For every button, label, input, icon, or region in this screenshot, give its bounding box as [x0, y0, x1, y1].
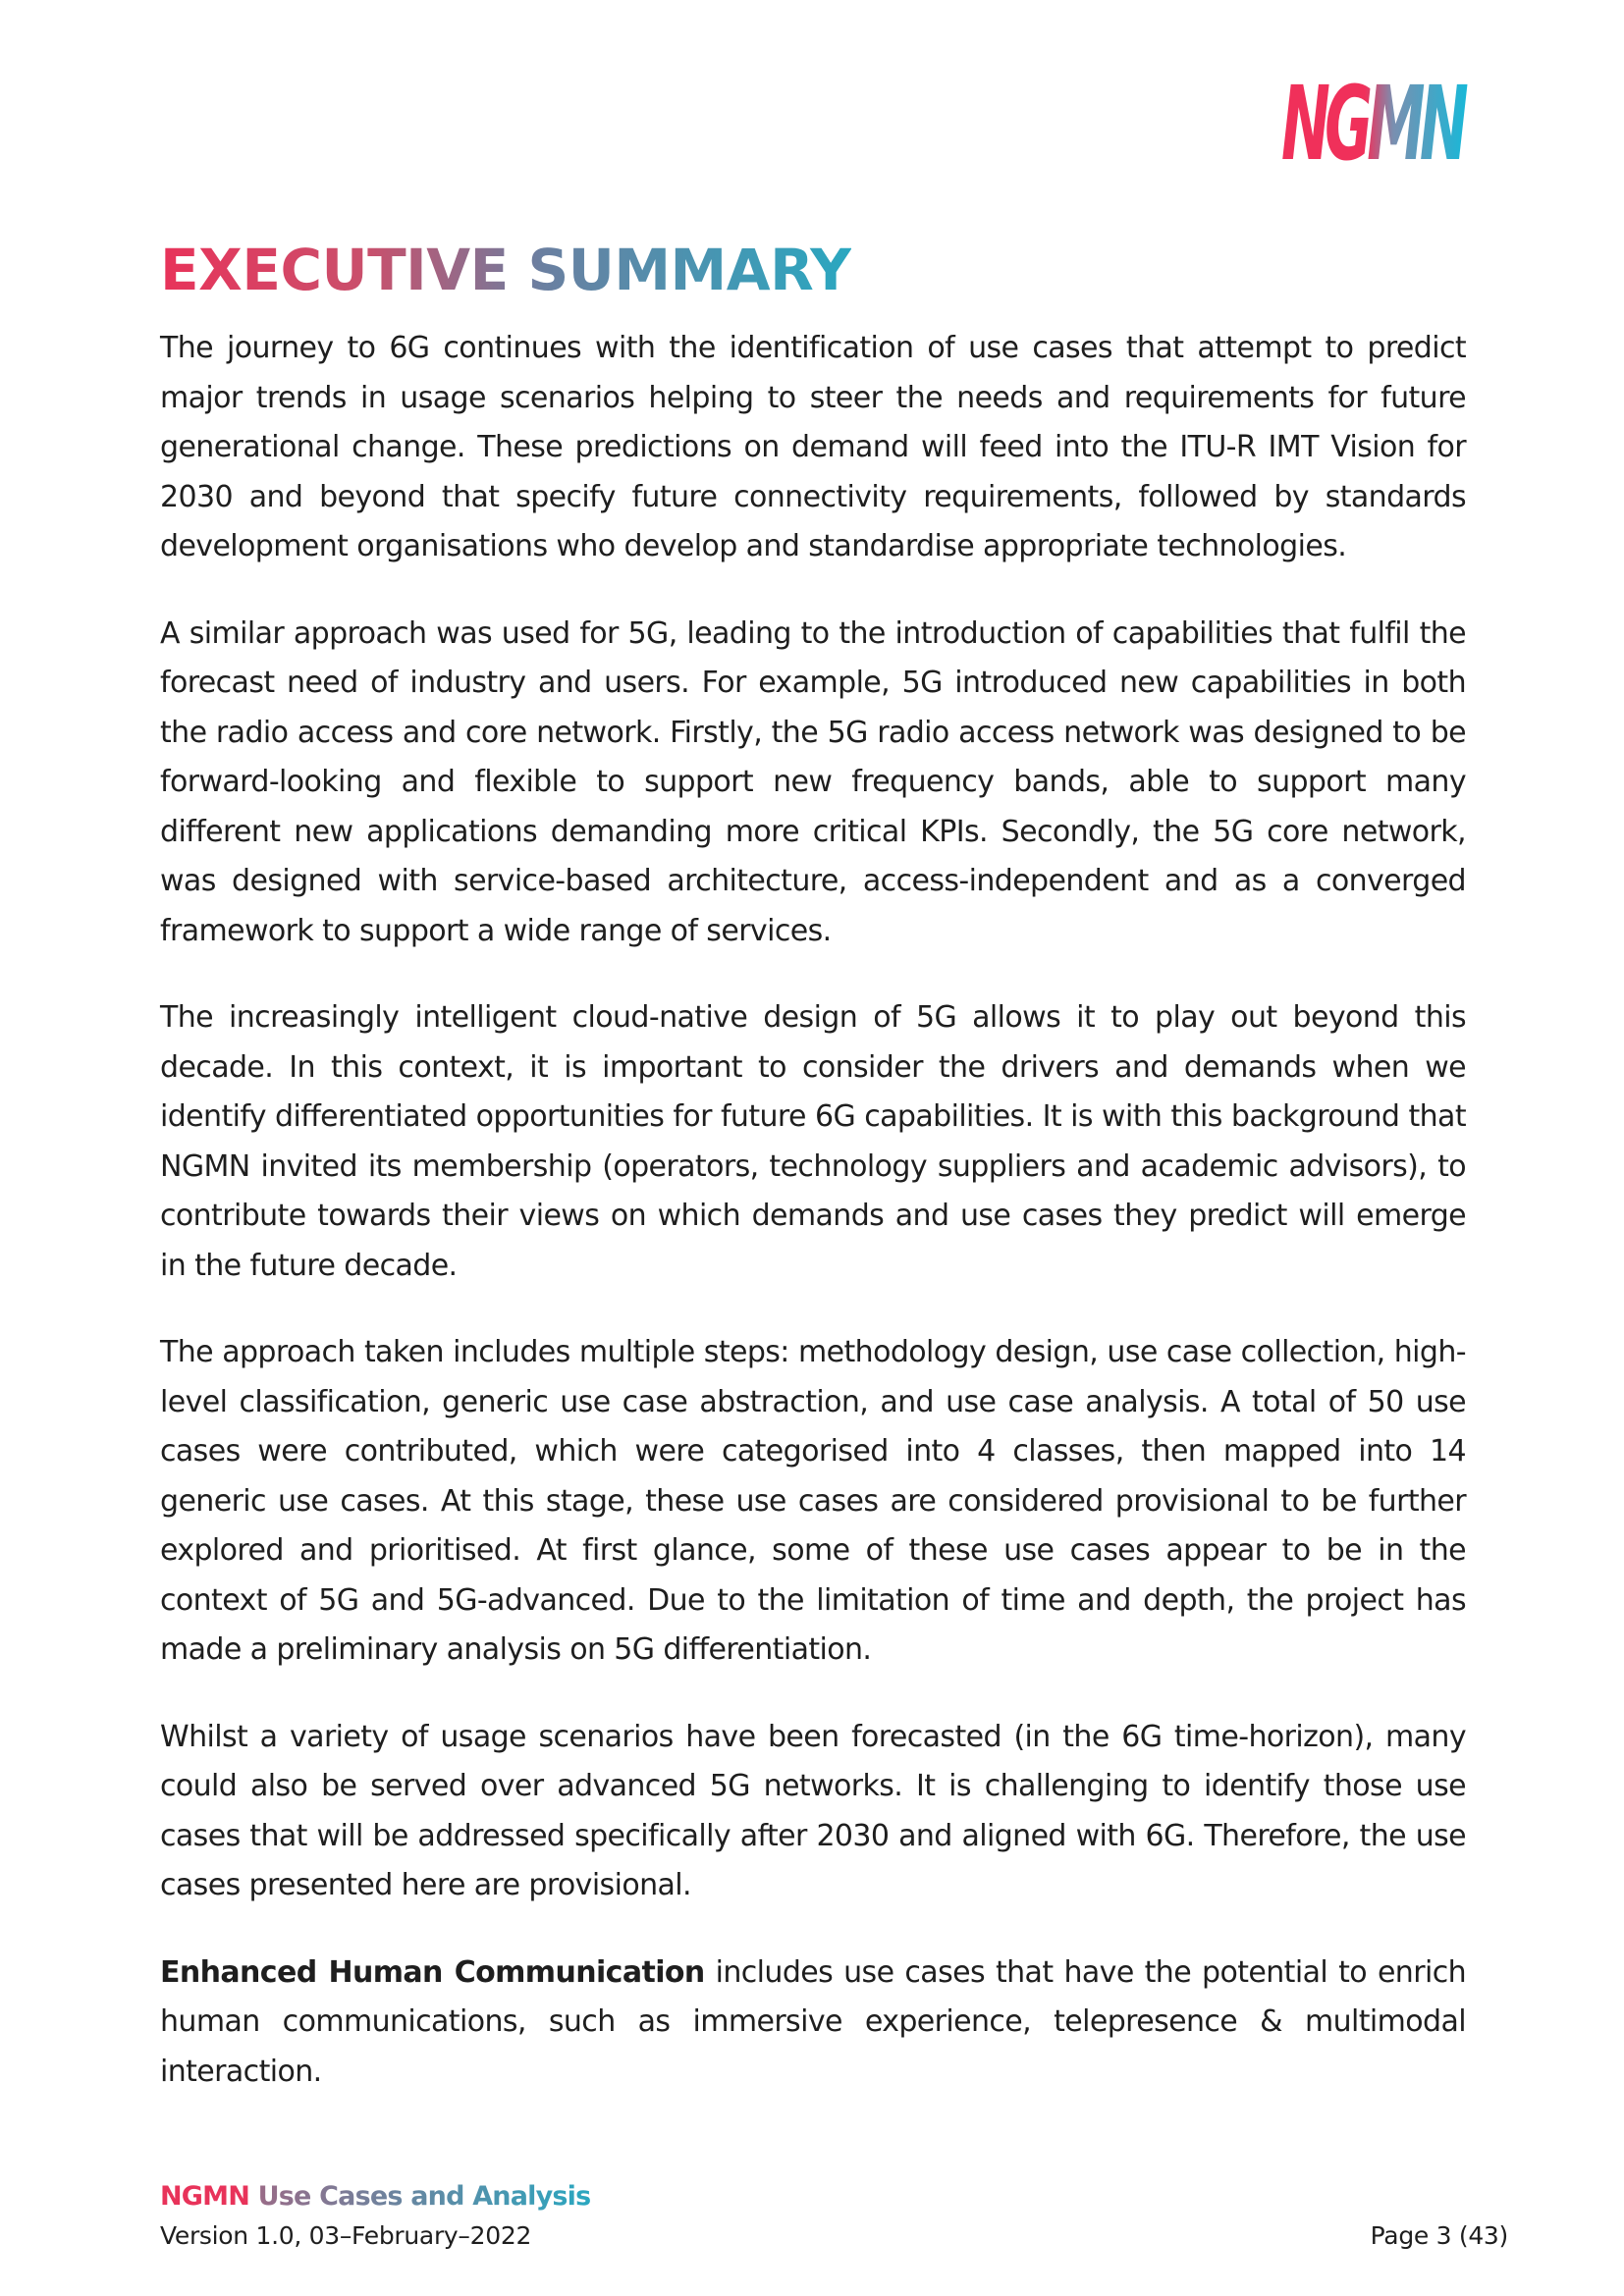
footer-page-number: Page 3 (43): [1370, 2221, 1508, 2250]
footer-title-ngmn: NGMN: [160, 2181, 250, 2212]
paragraph-3: The increasingly intelligent cloud-native design of 5G allows it to play out beyond this decade. In this context, it is important to consider the drivers and demands when we identify differentiated opportunities for future 6G capabilities. It is with this background that NGMN invited its membership (operators, technology suppliers and academic advisors), to contribute towards their views on which demands and use cases they predict will emerge in the future decade.: [160, 1000, 1466, 1283]
page-title: EXECUTIVE SUMMARY: [160, 237, 851, 303]
logo-text: NGMN: [1281, 64, 1468, 184]
paragraph-4: The approach taken includes multiple steps: methodology design, use case collection, high-level classification, generic use case abstraction, and use case analysis. A total of 50 use cases were contributed, which were categorised into 4 classes, then mapped into 14 generic use cases. At this stage, these use cases are considered provisional to be further explored and prioritised. At first glance, some of these use cases appear to be in the context of 5G and 5G-advanced. Due to the limitation of time and depth, the project has made a preliminary analysis on 5G differentiation.: [160, 1335, 1466, 1667]
body-content: [160, 324, 1466, 2134]
paragraph-2: A similar approach was used for 5G, leading to the introduction of capabilities that fulfil the forecast need of industry and users. For example, 5G introduced new capabilities in both the radio access and core network. Firstly, the 5G radio access network was designed to be forward-looking and flexible to support new frequency bands, able to support many different new applications demanding more critical KPIs. Secondly, the 5G core network, was designed with service-based architecture, access-independent and as a converged framework to support a wide range of services.: [160, 615, 1466, 948]
ngmn-logo-icon: [1281, 64, 1468, 184]
footer-version: Version 1.0, 03–February–2022: [160, 2221, 532, 2250]
footer-document-title: [160, 2181, 590, 2212]
footer-title-rest: Use Cases and Analysis: [249, 2181, 591, 2212]
ngmn-logo: [1281, 64, 1468, 184]
paragraph-6: [160, 1949, 1466, 2098]
paragraph-6-bold-term: Enhanced Human Communication: [160, 1954, 705, 1990]
paragraph-5: Whilst a variety of usage scenarios have been forecasted (in the 6G time-horizon), many could also be served over advanced 5G networks. It is challenging to identify those use cases that will be addressed specifically after 2030 and aligned with 6G. Therefore, the use cases presented here are provisional.: [160, 1719, 1466, 1902]
paragraph-1: The journey to 6G continues with the identification of use cases that attempt to predict major trends in usage scenarios helping to steer the needs and requirements for future generational change. These predictions on demand will feed into the ITU-R IMT Vision for 2030 and beyond that specify future connectivity requirements, followed by standards development organisations who develop and standardise appropriate technologies.: [160, 331, 1466, 563]
paragraph-6-text: includes use cases that have the potential to enrich human communications, such as immersive experience, telepresence & multimodal interaction.: [160, 1954, 1466, 2089]
